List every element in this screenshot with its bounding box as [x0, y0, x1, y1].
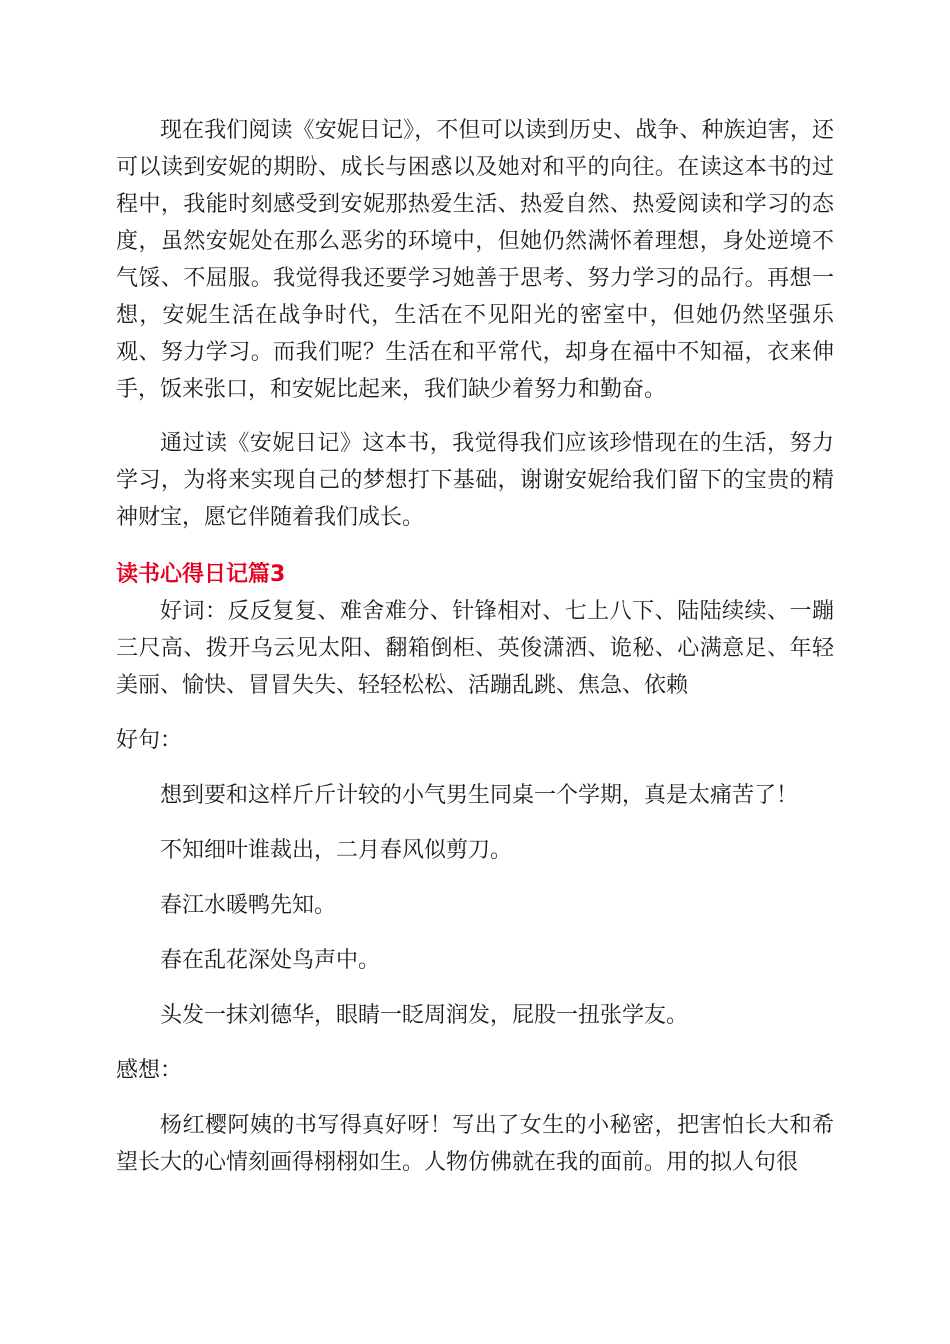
- section-heading: 读书心得日记篇3: [116, 562, 286, 587]
- good-sentence-item: 想到要和这样斤斤计较的小气男生同桌一个学期，真是太痛苦了！: [160, 783, 799, 808]
- good-sentence-item: 头发一抹刘德华，眼睛一眨周润发，屁股一扭张学友。: [160, 1003, 689, 1028]
- thoughts-label: 感想：: [116, 1058, 183, 1083]
- good-sentences-label: 好句：: [116, 728, 183, 753]
- thoughts-paragraph: 杨红樱阿姨的书写得真好呀！写出了女生的小秘密，把害怕长大和希望长大的心情刻画得栩栩如生。人物仿佛就在我的面前。用的拟人句很: [116, 1113, 834, 1175]
- good-sentence-item: 春在乱花深处鸟声中。: [160, 948, 381, 973]
- good-words-paragraph: 好词：反反复复、难舍难分、针锋相对、七上八下、陆陆续续、一蹦三尺高、拨开乌云见太阳、翻箱倒柜、英俊潇洒、诡秘、心满意足、年轻美丽、愉快、冒冒失失、轻轻松松、活蹦乱跳、焦急、依赖: [116, 599, 834, 698]
- paragraph-anne-diary-conclusion: 通过读《安妮日记》这本书，我觉得我们应该珍惜现在的生活，努力学习，为将来实现自己的梦想打下基础，谢谢安妮给我们留下的宝贵的精神财宝，愿它伴随着我们成长。: [116, 431, 834, 530]
- good-sentence-item: 不知细叶谁裁出，二月春风似剪刀。: [160, 838, 513, 863]
- good-sentence-item: 春江水暖鸭先知。: [160, 893, 337, 918]
- paragraph-anne-diary-reading: 现在我们阅读《安妮日记》，不但可以读到历史、战争、种族迫害，还可以读到安妮的期盼、成长与困惑以及她对和平的向往。在读这本书的过程中，我能时刻感受到安妮那热爱生活、热爱自然、热爱阅读和学习的态度，虽然安妮处在那么恶劣的环境中，但她仍然满怀着理想，身处逆境不气馁、不屈服。我觉得我还要学习她善于思考、努力学习的品行。再想一想，安妮生活在战争时代，生活在不见阳光的密室中，但她仍然坚强乐观、努力学习。而我们呢？生活在和平常代，却身在福中不知福，衣来伸手，饭来张口，和安妮比起来，我们缺少着努力和勤奋。: [116, 118, 834, 402]
- document-body: [116, 112, 834, 1181]
